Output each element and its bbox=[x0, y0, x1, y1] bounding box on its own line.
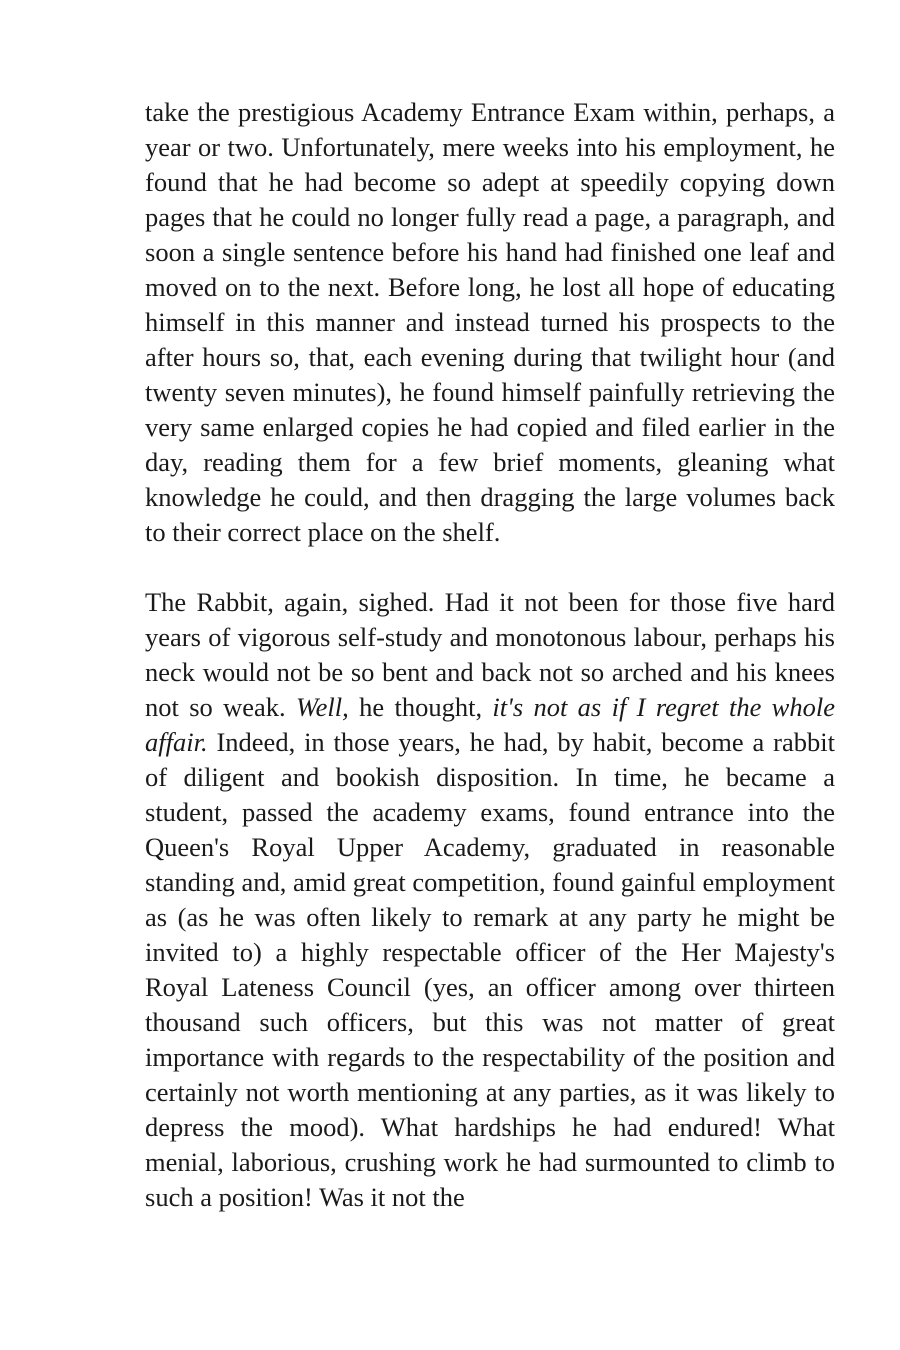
paragraph-2 bbox=[145, 585, 835, 1215]
paragraph-2-italic-1: Well, bbox=[296, 692, 349, 722]
paragraph-2-text-3: Indeed, in those years, he had, by habit, become a rabbit of diligent and bookish disposition. In time, he became a student, passed the academy exams, found entrance into the Queen's Royal Upper Academy, graduated in reasonable standing and, amid great competition, found gainful employment as (as he was often likely to remark at any party he might be invited to) a highly respectable officer of the Her Majesty's Royal Lateness Council (yes, an officer among over thirteen thousand such officers, but this was not matter of great importance with regards to the respectability of the position and certainly not worth mentioning at any parties, as it was likely to depress the mood). What hardships he had endured! What menial, laborious, crushing work he had surmounted to climb to such a position! Was it not the bbox=[145, 727, 835, 1212]
paragraph-2-text-2: he thought, bbox=[348, 692, 493, 722]
paragraph-1: take the prestigious Academy Entrance Exam within, perhaps, a year or two. Unfortunately, mere weeks into his employment, he found that he had become so adept at speedily copying down pages that he could no longer fully read a page, a paragraph, and soon a single sentence before his hand had finished one leaf and moved on to the next. Before long, he lost all hope of educating himself in this manner and instead turned his prospects to the after hours so, that, each evening during that twilight hour (and twenty seven minutes), he found himself painfully retrieving the very same enlarged copies he had copied and filed earlier in the day, reading them for a few brief moments, gleaning what knowledge he could, and then dragging the large volumes back to their correct place on the shelf. bbox=[145, 97, 835, 547]
paragraph-2-text-1: The Rabbit, again, sighed. Had it not been for those five hard years of vigorous self-study and monotonous labour, perhaps his neck would not be so bent and back not so arched and his knees not so weak. bbox=[145, 587, 835, 722]
paragraph-2-italic-2: it's not as if I regret the whole affair. bbox=[145, 692, 835, 757]
book-page bbox=[145, 95, 835, 1215]
